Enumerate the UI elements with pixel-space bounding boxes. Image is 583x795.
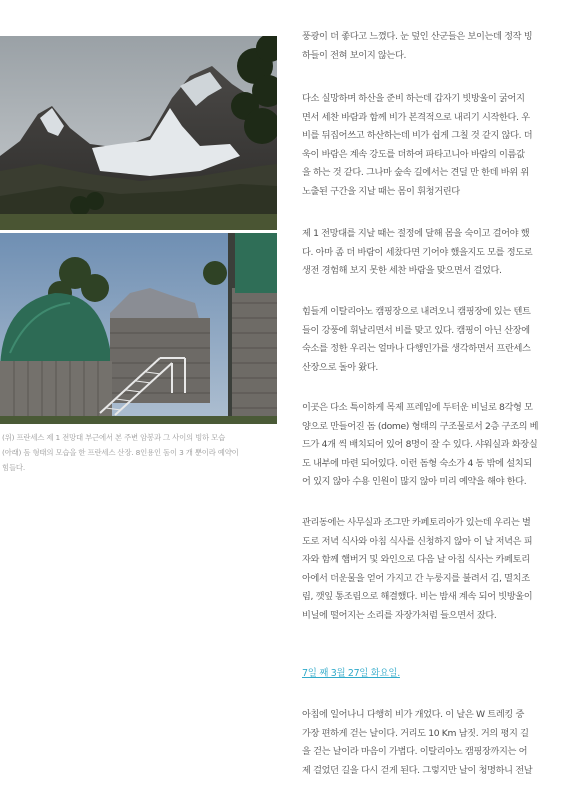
paragraph xyxy=(302,303,578,377)
text-line: 도로 저녁 식사와 아침 식사를 신청하지 않아 이 날 저녁은 피 xyxy=(302,535,533,547)
caption-line: 힘들다. xyxy=(2,463,25,472)
text-line: 노출된 구간을 지날 때는 몸이 휘청거린다 xyxy=(302,185,460,197)
text-line: 이곳은 다소 특이하게 목제 프레임에 두터운 비닐로 8각형 모 xyxy=(302,402,533,413)
text-line: 다. 아마 좀 더 바람이 세찼다면 기어야 했을지도 모를 정도로 xyxy=(302,246,533,258)
text-line: 숙소를 정한 우리는 얼마나 다행인가를 생각하면서 프란세스 xyxy=(302,343,531,354)
paragraph xyxy=(302,399,578,492)
text-line: 힘들게 이탈리아노 캠핑장으로 내려오니 캠핑장에 있는 텐트 xyxy=(302,306,531,317)
paragraph xyxy=(302,706,578,780)
paragraph xyxy=(302,90,578,201)
text-line: 을 걷는 날이라 마음이 가볍다. 이탈리아노 캠핑장까지는 어 xyxy=(302,746,528,757)
text-line: 가장 편하게 걷는 날이다. 거리도 10 Km 남짓. 거의 평지 길 xyxy=(302,727,529,739)
text-line: 자와 함께 햄버거 및 와인으로 다음 날 아침 식사는 카페토리 xyxy=(302,554,530,565)
paragraph xyxy=(302,225,578,281)
day-heading-link[interactable]: 7일 째 3월 27일 화요일. xyxy=(302,668,400,679)
text-line: 도 내부에 마련 되어있다. 이런 돔형 숙소가 4 동 밖에 설치되 xyxy=(302,457,532,469)
text-line: 아침에 일어나니 다행히 비가 개었다. 이 날은 W 트레킹 중 xyxy=(302,709,524,720)
text-line: 제 걸었던 길을 다시 걷게 된다. 그렇지만 날이 청명하니 전날 xyxy=(302,764,533,776)
paragraph xyxy=(302,28,578,65)
text-line: 관리동에는 사무실과 조그만 카페토리아가 있는데 우리는 별 xyxy=(302,517,531,528)
text-line: 생전 경험해 보지 못한 세찬 바람을 맞으면서 걸었다. xyxy=(302,265,502,276)
photo-caption xyxy=(2,430,278,475)
text-line: 비를 뒤집어쓰고 하산하는데 비가 쉽게 그칠 것 같지 않다. 더 xyxy=(302,130,533,141)
text-line: 풍광이 더 좋다고 느꼈다. 눈 덮인 산군들은 보이는데 정작 빙 xyxy=(302,31,533,42)
mountain-glacier-photo xyxy=(0,36,277,230)
paragraph xyxy=(302,514,578,625)
text-line: 림, 깻잎 통조림으로 해결했다. 비는 밤새 계속 되어 빗방울이 xyxy=(302,591,533,602)
text-line: 비닐에 떨어지는 소리를 자장가처럼 들으면서 잤다. xyxy=(302,609,497,621)
text-line: 다소 실망하며 하산을 준비 하는데 갑자기 빗방울이 굵어지 xyxy=(302,93,525,104)
text-line: 들이 강풍에 휘날리면서 비를 맞고 있다. 캠핑이 아닌 산장에 xyxy=(302,324,530,336)
caption-line: (위) 프란세스 제 1 전망대 부근에서 본 주변 암봉과 그 사이의 빙하 모습 xyxy=(2,433,226,442)
text-line: 드가 4개 씩 배치되어 있어 8명이 잘 수 있다. 샤워실과 화장실 xyxy=(302,439,538,450)
text-line: 양으로 만들어진 돔 (dome) 형태의 구조물로서 2층 구조의 베 xyxy=(302,420,539,432)
text-line: 제 1 전망대를 지날 때는 절정에 달해 몸을 숙이고 걸어야 했 xyxy=(302,228,530,239)
dome-tents-photo xyxy=(0,233,277,424)
caption-line: (아래) 돔 형태의 모습을 한 프란세스 산장. 8인용인 돔이 3 개 뿐이라 예약이 xyxy=(2,448,239,457)
text-line: 하들이 전혀 보이지 않는다. xyxy=(302,49,407,61)
text-line: 면서 세찬 바람과 함께 비가 본격적으로 내리기 시작한다. 우 xyxy=(302,111,530,123)
text-line: 아에서 더운물을 얻어 가지고 간 누룽지를 불려서 김, 멸치조 xyxy=(302,572,530,584)
text-line: 산장으로 돌아 왔다. xyxy=(302,361,378,373)
text-line: 을 하는 것 같다. 그나마 숲속 길에서는 견딜 만 한데 바위 위 xyxy=(302,167,529,178)
text-line: 욱이 바람은 계속 강도를 더하여 파타고니아 바람의 이름값 xyxy=(302,148,525,160)
text-line: 어 있지 않아 수용 인원이 많지 않아 미리 예약을 해야 한다. xyxy=(302,476,527,487)
